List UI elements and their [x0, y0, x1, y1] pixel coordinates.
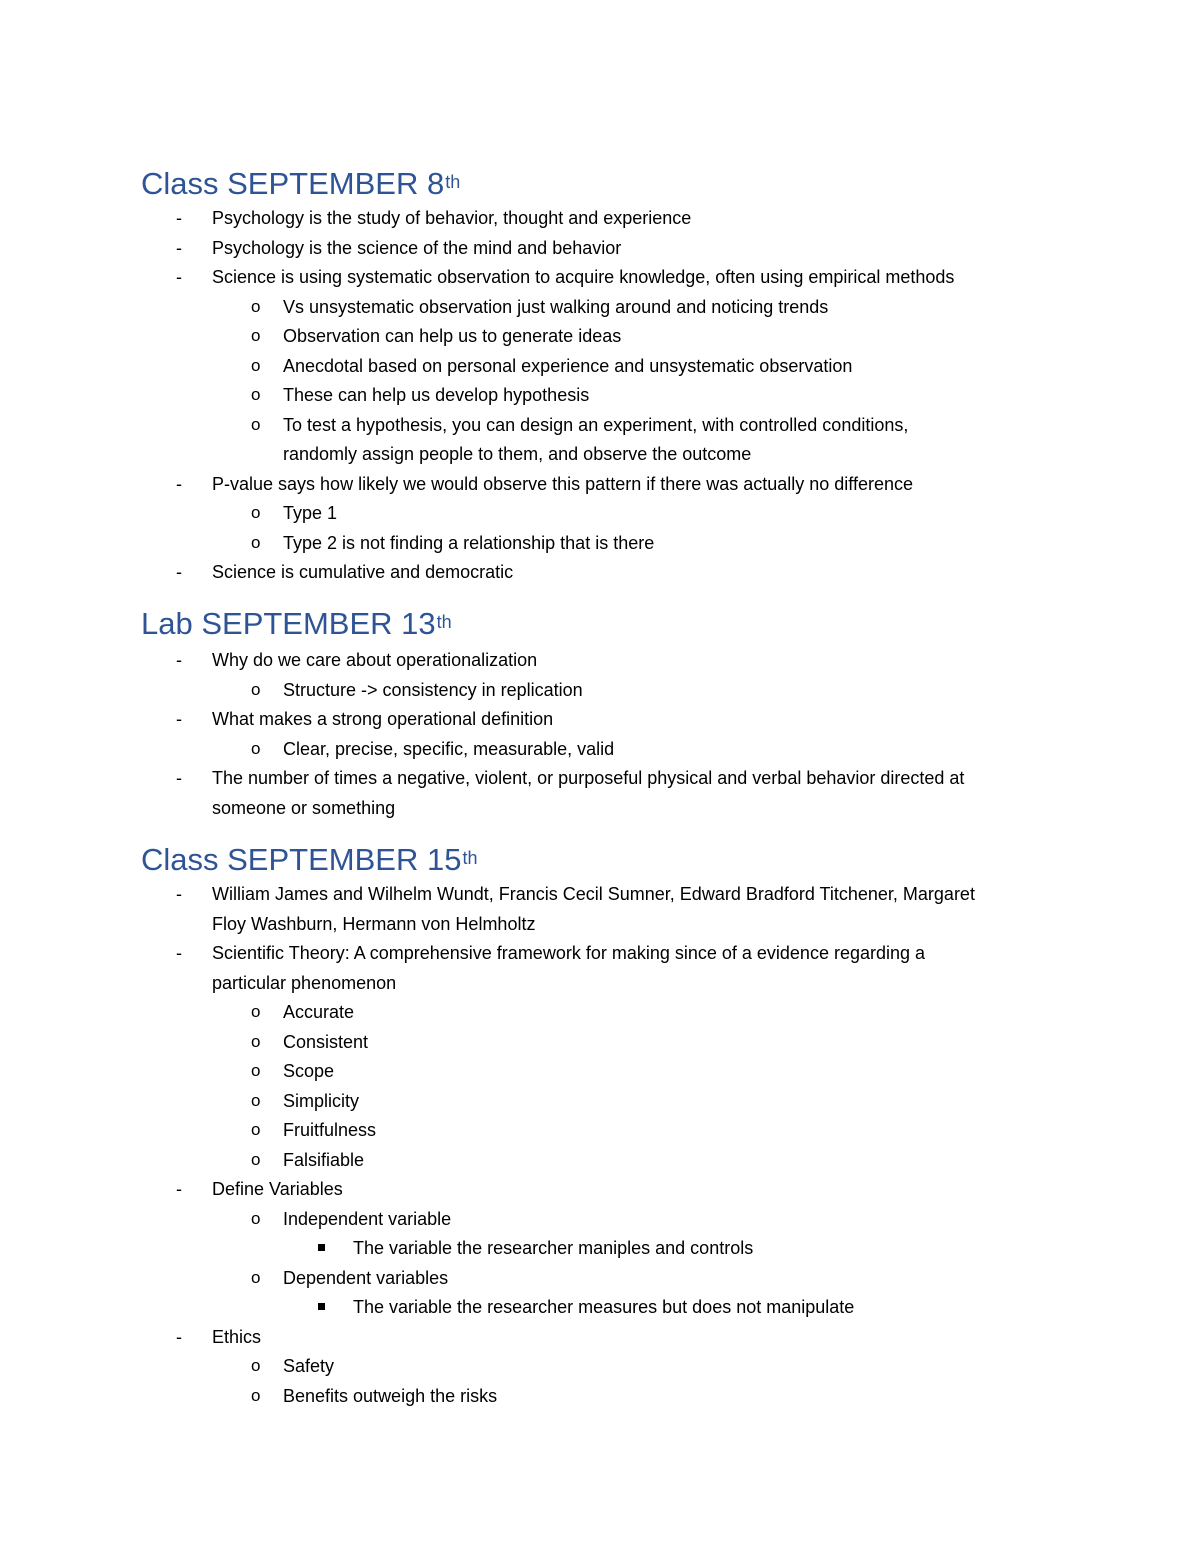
section-heading-text: Class SEPTEMBER 8	[141, 166, 445, 201]
list-item-text: What makes a strong operational definition	[212, 709, 554, 729]
list-item-text: Scope	[283, 1061, 335, 1081]
section-heading-superscript: th	[436, 612, 452, 632]
circle-bullet: o	[251, 385, 261, 404]
list-item-text: These can help us develop hypothesis	[283, 385, 590, 405]
list-item-text: The number of times a negative, violent, or purposeful physical and verbal behavior directed at	[212, 768, 965, 788]
circle-bullet: o	[251, 1002, 261, 1021]
dash-bullet: -	[176, 237, 182, 258]
list-item-text: Floy Washburn, Hermann von Helmholtz	[212, 913, 536, 934]
section-heading	[141, 842, 477, 882]
circle-bullet: o	[251, 326, 261, 345]
list-item-text: Independent variable	[283, 1208, 452, 1229]
circle-bullet: o	[251, 532, 261, 552]
list-item-text: Dependent variables	[283, 1267, 449, 1288]
list-item-text: Falsifiable	[283, 1149, 365, 1170]
circle-bullet: o	[251, 1385, 261, 1405]
list-item-text: To test a hypothesis, you can design an experiment, with controlled conditions,	[283, 414, 909, 435]
list-item-text: Define Variables	[212, 1179, 343, 1199]
dash-bullet: -	[176, 562, 182, 582]
circle-bullet: o	[251, 1149, 261, 1169]
list-item-text: someone or something	[212, 797, 396, 818]
list-item-text: Clear, precise, specific, measurable, valid	[283, 738, 615, 759]
list-item-text: P-value says how likely we would observe this pattern if there was actually no difference	[212, 473, 914, 494]
list-item-text: Type 2 is not finding a relationship that is there	[283, 532, 655, 553]
section-heading-superscript: th	[445, 172, 461, 192]
list-item-text: Consistent	[283, 1031, 369, 1052]
dash-bullet: -	[176, 768, 182, 788]
list-item-text: Psychology is the science of the mind and behavior	[212, 237, 622, 258]
list-item-text: The variable the researcher measures but does not manipulate	[353, 1297, 855, 1317]
list-item-text: Observation can help us to generate ideas	[283, 326, 622, 346]
circle-bullet: o	[251, 738, 261, 758]
circle-bullet: o	[251, 1090, 261, 1110]
list-item-text: particular phenomenon	[212, 972, 397, 993]
section-heading-text: Lab SEPTEMBER 13	[141, 606, 436, 641]
list-item-text: Psychology is the study of behavior, thought and experience	[212, 208, 692, 228]
dash-bullet: -	[176, 709, 182, 729]
section-heading	[141, 166, 460, 206]
circle-bullet: o	[251, 679, 261, 699]
dash-bullet: -	[176, 650, 182, 670]
list-item-text: Simplicity	[283, 1090, 360, 1111]
circle-bullet: o	[251, 1120, 261, 1139]
list-item-text: Type 1	[283, 503, 338, 523]
dash-bullet: -	[176, 1179, 182, 1199]
circle-bullet: o	[251, 1267, 261, 1287]
circle-bullet: o	[251, 503, 261, 522]
list-item-text: Safety	[283, 1356, 335, 1376]
dash-bullet: -	[176, 208, 182, 228]
section-heading	[141, 606, 452, 646]
list-item-text: Accurate	[283, 1002, 355, 1022]
dash-bullet: -	[176, 884, 182, 904]
circle-bullet: o	[251, 414, 261, 434]
list-item-text: Ethics	[212, 1326, 262, 1347]
list-item-text: Benefits outweigh the risks	[283, 1385, 498, 1406]
list-item-text: Fruitfulness	[283, 1120, 377, 1140]
circle-bullet: o	[251, 1208, 261, 1228]
section-heading-superscript: th	[462, 848, 478, 868]
list-item-text: The variable the researcher maniples and controls	[353, 1238, 754, 1258]
circle-bullet: o	[251, 1031, 261, 1051]
circle-bullet: o	[251, 296, 261, 316]
list-item-text: Structure -> consistency in replication	[283, 679, 583, 700]
square-bullet	[318, 1296, 325, 1318]
dash-bullet: -	[176, 943, 182, 963]
dash-bullet: -	[176, 1326, 182, 1347]
list-item-text: William James and Wilhelm Wundt, Francis Cecil Sumner, Edward Bradford Titchener, Margaret	[212, 884, 975, 904]
dash-bullet: -	[176, 473, 182, 494]
list-item-text: Scientific Theory: A comprehensive framework for making since of a evidence regarding a	[212, 943, 926, 963]
circle-bullet: o	[251, 355, 261, 375]
list-item-text: Science is cumulative and democratic	[212, 562, 514, 582]
list-item-text: Vs unsystematic observation just walking around and noticing trends	[283, 296, 829, 317]
list-item-text: randomly assign people to them, and observe the outcome	[283, 444, 752, 464]
dash-bullet: -	[176, 267, 182, 287]
list-item-text: Why do we care about operationalization	[212, 650, 538, 670]
list-item-text: Science is using systematic observation to acquire knowledge, often using empirical methods	[212, 267, 955, 287]
list-item-text: Anecdotal based on personal experience and unsystematic observation	[283, 355, 853, 376]
circle-bullet: o	[251, 1356, 261, 1375]
circle-bullet: o	[251, 1061, 261, 1080]
square-bullet	[318, 1237, 325, 1259]
section-heading-text: Class SEPTEMBER 15	[141, 842, 462, 877]
